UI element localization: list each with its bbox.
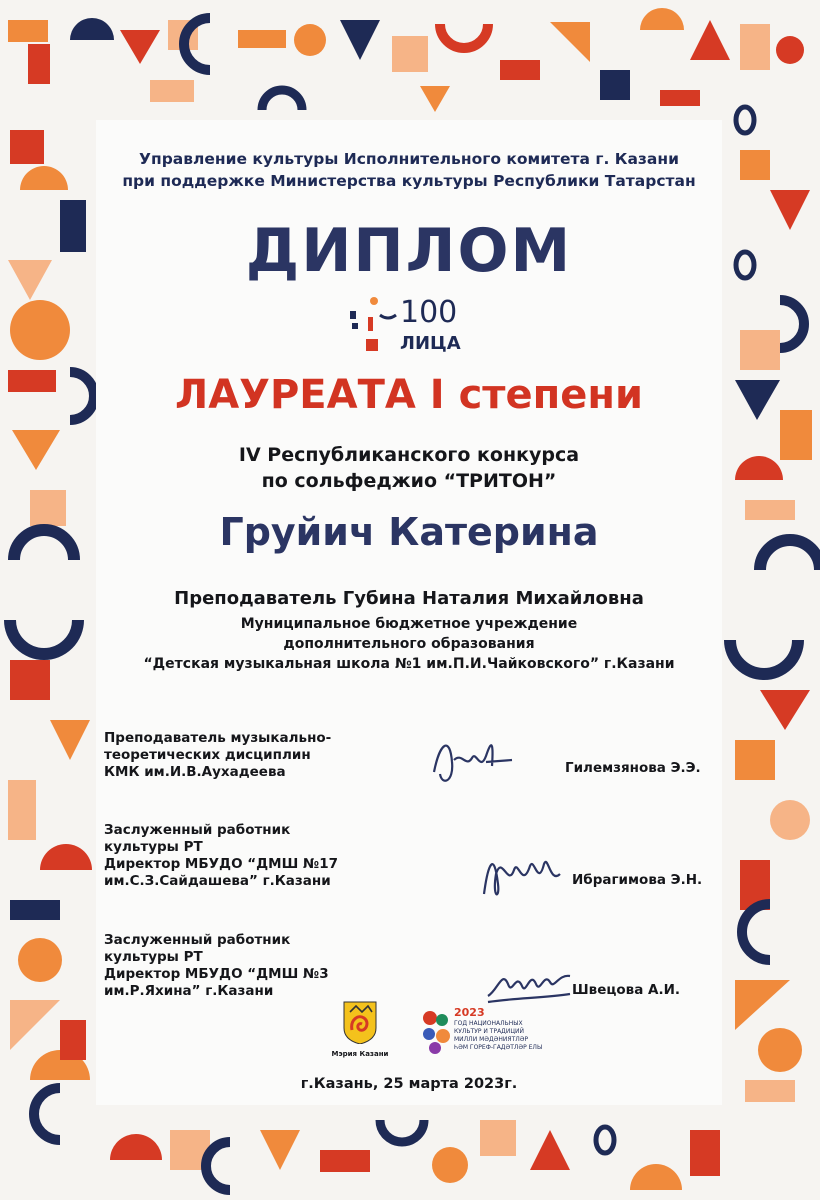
signatory-2-name: Ибрагимова Э.Н. — [572, 872, 703, 888]
contest-line-2: по сольфеджио “ТРИТОН” — [261, 470, 557, 492]
laureate-name: Груйич Катерина — [219, 510, 599, 554]
signature-1 — [428, 732, 518, 792]
footer-date: г.Казань, 25 марта 2023г. — [300, 1076, 518, 1092]
logo-word: ЛИЦА — [400, 333, 461, 354]
signatory-1-name: Гилемзянова Э.Э. — [565, 760, 701, 776]
signatory-2-line-4: им.С.З.Сайдашева” г.Казани — [104, 873, 331, 889]
emblem-caption: Мэрия Казани — [331, 1050, 389, 1058]
institution-line-1: Муниципальное бюджетное учреждение — [240, 616, 578, 632]
award-title: ЛАУРЕАТА I степени — [174, 372, 644, 418]
signatory-2-line-1: Заслуженный работник — [104, 822, 291, 838]
signatory-2-line-2: культуры РТ — [104, 839, 203, 855]
signatory-2-title — [104, 822, 338, 890]
teacher-line: Преподаватель Губина Наталия Михайловна — [174, 588, 644, 609]
header-line-2: при поддержке Министерства культуры Республики Татарстан — [122, 172, 696, 190]
kazan-city-emblem-icon — [342, 1000, 378, 1044]
signatory-3-line-1: Заслуженный работник — [104, 932, 291, 948]
city-emblem — [328, 1000, 392, 1072]
year-logo-line-4: ҺӘМ ГОРЕФ-ГАДӘТЛӘР ЕЛЫ — [454, 1044, 543, 1051]
institution-line-2: дополнительного образования — [283, 636, 535, 652]
signatory-3-title — [104, 932, 329, 1000]
signatory-1-line-2: теоретических дисциплин — [104, 747, 311, 763]
institution-line-3: “Детская музыкальная школа №1 им.П.И.Чайковского” г.Казани — [143, 656, 675, 672]
signatory-1-line-1: Преподаватель музыкально- — [104, 730, 332, 746]
year-logo-line-2: КУЛЬТУР И ТРАДИЦИЙ — [454, 1028, 524, 1035]
abstract-face-mark-icon — [344, 295, 404, 357]
year-logo-line-1: ГОД НАЦИОНАЛЬНЫХ — [454, 1020, 523, 1027]
signatory-2-line-3: Директор МБУДО “ДМШ №17 — [104, 856, 338, 872]
diploma-title: ДИПЛОМ — [245, 216, 573, 286]
contest-line-1: IV Республиканского конкурса — [238, 444, 580, 466]
signatory-1-line-3: КМК им.И.В.Аухадеева — [104, 764, 286, 780]
signatory-3-line-4: им.Р.Яхина” г.Казани — [104, 983, 274, 999]
signature-2 — [478, 844, 568, 904]
ornament-logo-icon — [420, 1008, 452, 1056]
year-logo-year: 2023 — [454, 1006, 485, 1019]
signatory-3-line-3: Директор МБУДО “ДМШ №3 — [104, 966, 329, 982]
header-line-1: Управление культуры Исполнительного комитета г. Казани — [139, 150, 679, 168]
year-of-cultures-logo — [420, 1002, 543, 1062]
signatory-3-line-2: культуры РТ — [104, 949, 203, 965]
logo-100-lica — [344, 295, 474, 357]
signatory-3-name: Швецова А.И. — [572, 982, 681, 998]
signatory-1-title — [104, 730, 331, 781]
year-logo-line-3: МИЛЛИ МӘДӘНИЯТЛӘР — [454, 1036, 529, 1043]
logo-number: 100 — [400, 295, 458, 330]
